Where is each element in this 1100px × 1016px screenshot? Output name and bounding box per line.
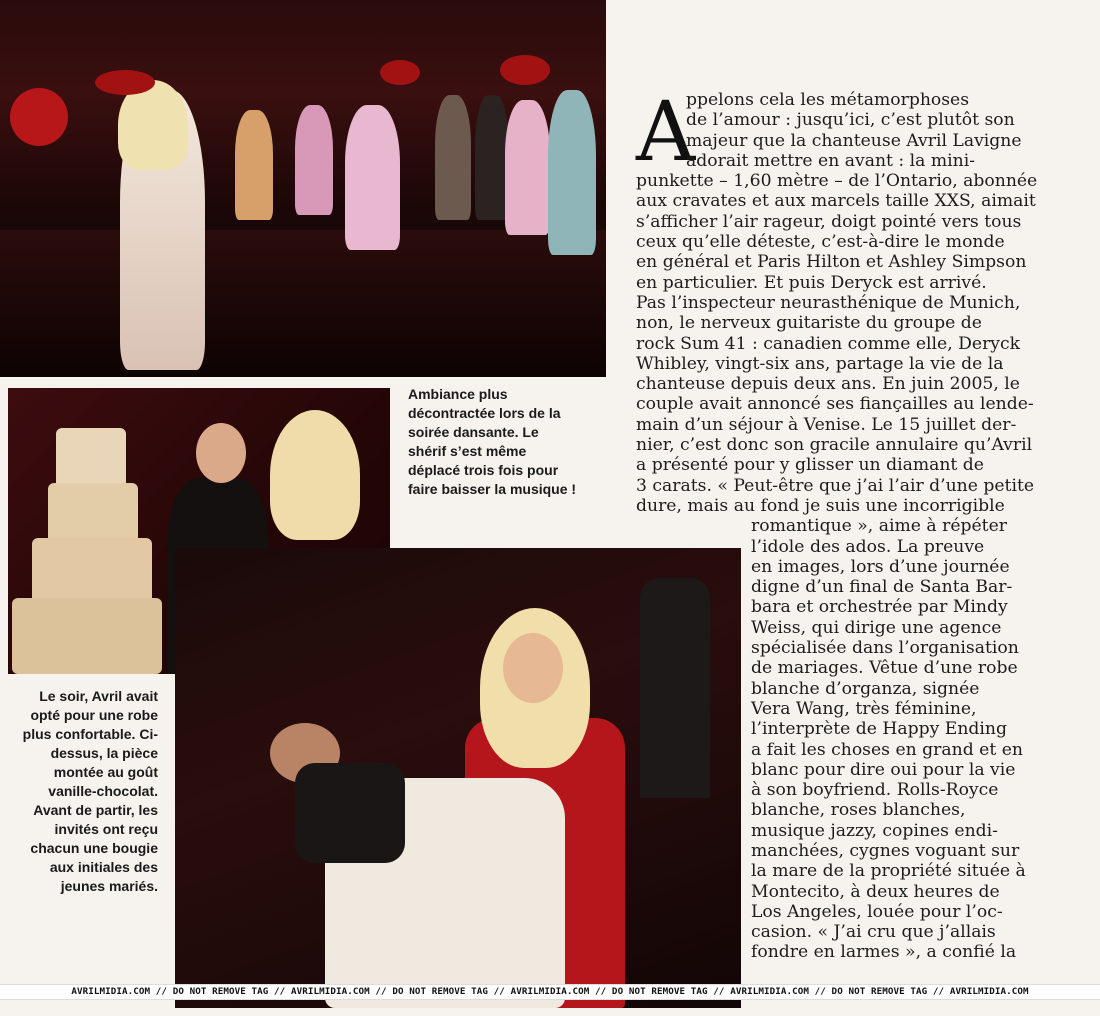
article-line: de l’amour : jusqu’ici, c’est plutôt son bbox=[686, 110, 1015, 131]
article-line: s’afficher l’air rageur, doigt pointé vers tous bbox=[636, 211, 1022, 232]
article-line: Whibley, vingt-six ans, partage la vie de la bbox=[636, 353, 1004, 374]
article-line: adorait mettre en avant : la mini- bbox=[686, 150, 976, 171]
article-line: manchées, cygnes voguant sur bbox=[751, 840, 1020, 861]
article-line: en général et Paris Hilton et Ashley Simpson bbox=[636, 252, 1027, 273]
article-line: romantique », aime à répéter bbox=[751, 516, 1007, 537]
article-line: digne d’un final de Santa Bar- bbox=[751, 577, 1013, 598]
article-line: ppelons cela les métamorphoses bbox=[686, 90, 970, 110]
article-line: a présenté pour y glisser un diamant de bbox=[636, 455, 984, 476]
article-dropcap: A bbox=[636, 85, 696, 180]
article-line: fondre en larmes », a confié la bbox=[751, 942, 1017, 963]
article-line: à son boyfriend. Rolls-Royce bbox=[751, 780, 999, 801]
article-line: Montecito, à deux heures de bbox=[751, 881, 1000, 902]
article-line: spécialisée dans l’organisation bbox=[751, 638, 1019, 659]
article-line: casion. « J’ai cru que j’allais bbox=[751, 922, 996, 943]
article-line: de mariages. Vêtue d’une robe bbox=[751, 658, 1018, 679]
article-line: blanche, roses blanches, bbox=[751, 800, 966, 821]
caption-cake: Le soir, Avril avait opté pour une robe plus confortable. Ci-dessus, la pièce montée au goût vanille-chocolat. Avant de partir, les invités ont reçu chacun une bougie aux initiales des jeunes mariés. bbox=[22, 688, 158, 894]
article-line: punkette – 1,60 mètre – de l’Ontario, abonnée bbox=[636, 171, 1038, 192]
article-line: en images, lors d’une journée bbox=[751, 556, 1010, 577]
article-line: 3 carats. « Peut-être que j’ai l’air d’une petite bbox=[636, 475, 1035, 496]
article-line: nier, c’est donc son gracile annulaire qu’Avril bbox=[636, 435, 1033, 456]
photo-dance-floor bbox=[0, 0, 606, 377]
article-line: blanche d’organza, signée bbox=[751, 678, 980, 699]
article-line: Pas l’inspecteur neurasthénique de Munich, bbox=[636, 292, 1021, 313]
watermark-banner: AVRILMIDIA.COM // DO NOT REMOVE TAG // AVRILMIDIA.COM // DO NOT REMOVE TAG // AVRILMIDIA.COM // DO NOT REMOVE TAG // AVRILMIDIA.COM // DO NOT REMOVE TAG // AVRILMIDIA.COM bbox=[0, 984, 1100, 1000]
article-line: blanc pour dire oui pour la vie bbox=[751, 759, 1016, 780]
article-line: majeur que la chanteuse Avril Lavigne bbox=[686, 130, 1022, 151]
article-line: Los Angeles, louée pour l’oc- bbox=[751, 901, 1003, 922]
article-line: Weiss, qui dirige une agence bbox=[751, 617, 1002, 638]
article-line: l’idole des ados. La preuve bbox=[751, 536, 985, 557]
article-line: aux cravates et aux marcels taille XXS, aimait bbox=[636, 191, 1036, 212]
article-line: chanteuse depuis deux ans. En juin 2005, le bbox=[636, 374, 1020, 395]
article-line: a fait les choses en grand et en bbox=[751, 739, 1023, 760]
article-line: couple avait annoncé ses fiançailles au lende- bbox=[636, 394, 1034, 415]
caption-dance: Ambiance plus décontractée lors de la soirée dansante. Le shérif s’est même déplacé trois fois pour faire baisser la musique ! bbox=[408, 386, 577, 497]
article-body bbox=[636, 85, 1038, 963]
article-line: rock Sum 41 : canadien comme elle, Deryck bbox=[636, 333, 1021, 354]
article-line: Vera Wang, très féminine, bbox=[751, 698, 977, 719]
article-line: main d’un séjour à Venise. Le 15 juillet der- bbox=[636, 414, 1017, 435]
article-line: dure, mais au fond je suis une incorrigible bbox=[636, 495, 1005, 516]
article-line: ceux qu’elle déteste, c’est-à-dire le monde bbox=[636, 232, 1005, 253]
article-line: l’interprète de Happy Ending bbox=[751, 719, 1007, 740]
article-line: la mare de la propriété située à bbox=[751, 861, 1026, 882]
article-line: en particulier. Et puis Deryck est arrivé. bbox=[636, 272, 987, 293]
article-line: musique jazzy, copines endi- bbox=[751, 820, 998, 841]
article-line: bara et orchestrée par Mindy bbox=[751, 597, 1008, 618]
article-line: non, le nerveux guitariste du groupe de bbox=[636, 313, 982, 334]
